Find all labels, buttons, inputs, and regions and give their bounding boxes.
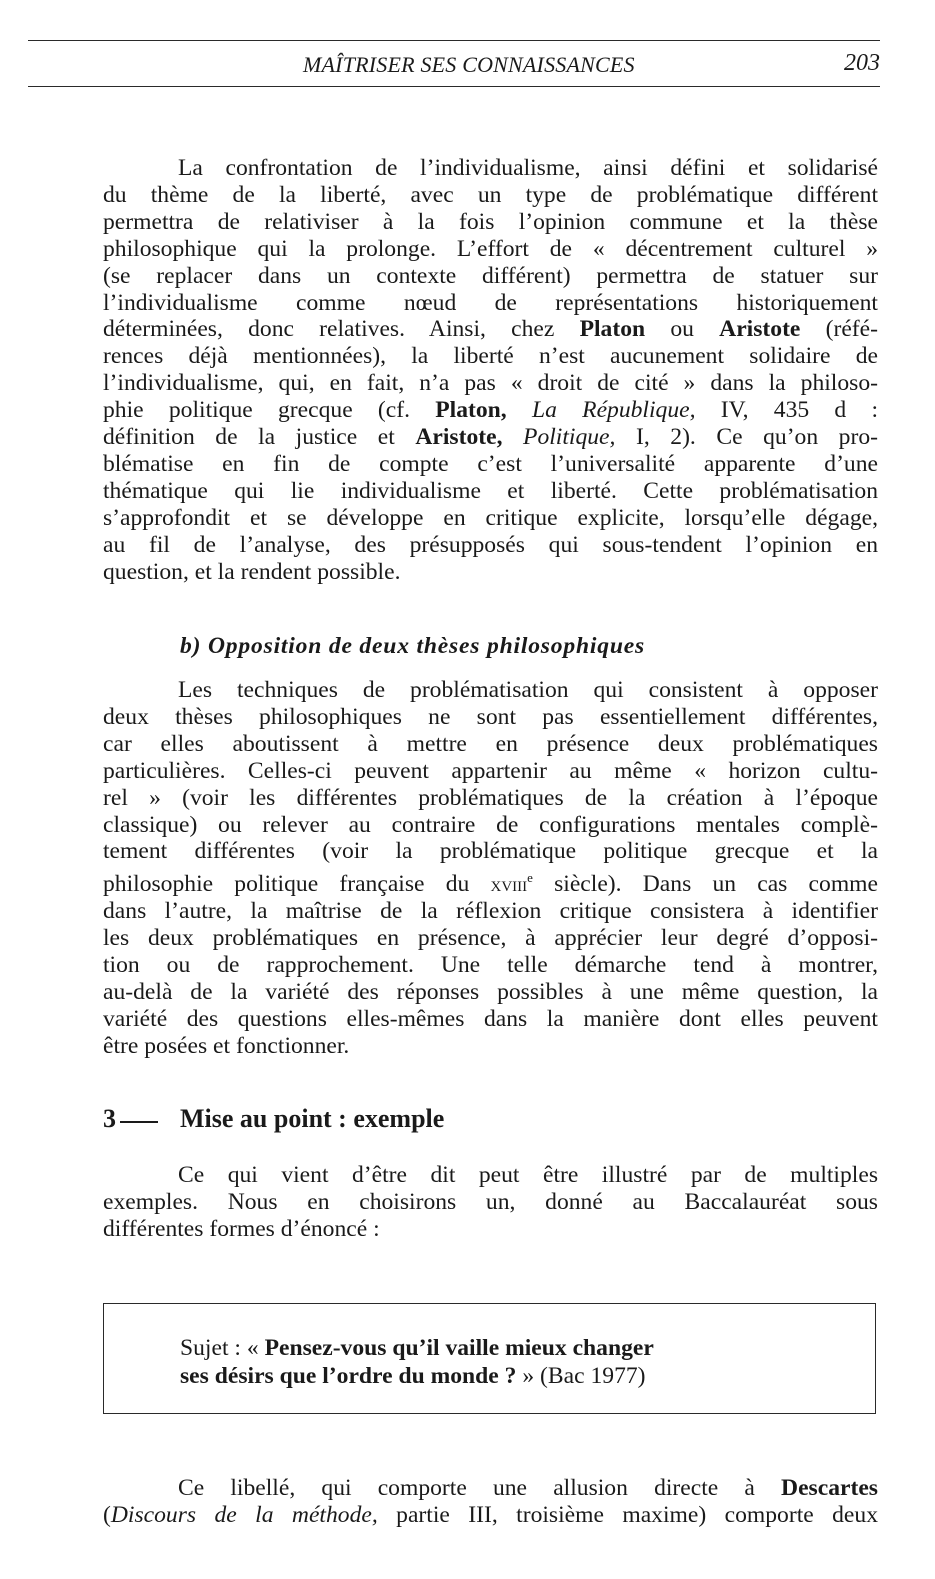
text-line: question, et la rendent possible.	[103, 558, 401, 585]
text-line: les deux problématiques en présence, à apprécier leur degré d’opposi-	[103, 925, 878, 952]
text-line: permettra de relativiser à la fois l’opinion commune et la thèse	[103, 208, 878, 235]
text-line: rences déjà mentionnées), la liberté n’est aucunement solidaire de	[103, 343, 878, 370]
text-line: thématique qui lie individualisme et liberté. Cette problématisation	[103, 477, 878, 504]
text-line: blématise en fin de compte c’est l’universalité apparente d’une	[103, 450, 878, 477]
text-line: déterminées, donc relatives. Ainsi, chez Platon ou Aristote (réfé-	[103, 316, 878, 343]
text-line: (Discours de la méthode, partie III, troisième maxime) comporte deux	[103, 1501, 878, 1528]
section-number: 3	[103, 1104, 116, 1133]
text-line: variété des questions elles-mêmes dans la manière dont elles peuvent	[103, 1005, 878, 1032]
text-line: exemples. Nous en choisirons un, donné au Baccalauréat sous	[103, 1188, 878, 1215]
author-name: Platon,	[435, 397, 507, 424]
header-top-rule	[28, 40, 880, 41]
author-name: Aristote,	[415, 424, 503, 451]
text-line: car elles aboutissent à mettre en présence deux problématiques	[103, 730, 878, 757]
page-number: 203	[844, 50, 880, 76]
running-title: MAÎTRISER SES CONNAISSANCES	[303, 52, 635, 77]
roman-numeral: xviii	[490, 872, 528, 897]
text-line: au-delà de la variété des réponses possibles à une même question, la	[103, 978, 878, 1005]
paragraph-descartes	[103, 1475, 878, 1529]
text-line: rel » (voir les différentes problématiques de la création à l’époque	[103, 784, 878, 811]
header-bottom-rule	[28, 86, 880, 87]
text-line: phie politique grecque (cf. Platon, La République, IV, 435 d :	[103, 397, 879, 424]
text-line: (se replacer dans un contexte différent) permettra de statuer sur	[103, 262, 878, 289]
section-dash	[120, 1121, 158, 1123]
text-line: classique) ou relever au contraire de configurations mentales complè-	[103, 811, 878, 838]
work-title: Discours de la méthode,	[110, 1501, 378, 1528]
text-line: définition de la justice et Aristote, Politique, I, 2). Ce qu’on pro-	[103, 424, 878, 451]
text-line: l’individualisme comme nœud de représentations historiquement	[103, 289, 878, 316]
text-line: s’approfondit et se développe en critique explicite, lorsqu’elle dégage,	[103, 504, 878, 531]
section-title: Mise au point : exemple	[180, 1104, 445, 1133]
work-title: Politique,	[523, 424, 616, 451]
text-line: philosophique qui la prolonge. L’effort de « décentrement culturel »	[103, 235, 878, 262]
text-line: Les techniques de problématisation qui consistent à opposer	[178, 677, 878, 703]
author-name: Platon	[579, 316, 646, 343]
subject-text: Sujet : « Pensez-vous qu’il vaille mieux changer ses désirs que l’ordre du monde ? » (Bac 1977)	[180, 1335, 654, 1389]
text-line: au fil de l’analyse, des présupposés qui sous-tendent l’opinion en	[103, 531, 878, 558]
running-header	[28, 50, 880, 80]
subject-question: ses désirs que l’ordre du monde ?	[180, 1362, 517, 1389]
text-line: différentes formes d’énoncé :	[103, 1215, 380, 1242]
text-line: tement différentes (voir la problématique politique grecque et la	[103, 838, 878, 865]
subsection-heading: b) Opposition de deux thèses philosophiques	[180, 633, 646, 659]
section-heading	[103, 1104, 444, 1134]
text-line: Ce qui vient d’être dit peut être illustré par de multiples	[178, 1162, 878, 1188]
paragraph-opposition	[103, 677, 878, 1060]
subject-question: Pensez-vous qu’il vaille mieux changer	[264, 1335, 654, 1361]
text-line: tion ou de rapprochement. Une telle démarche tend à montrer,	[103, 951, 878, 978]
text-line: La confrontation de l’individualisme, ainsi défini et solidarisé	[178, 155, 878, 181]
author-name: Descartes	[781, 1475, 878, 1501]
text-line: Ce libellé, qui comporte une allusion directe à Descartes	[178, 1475, 878, 1501]
text-line: être posées et fonctionner.	[103, 1032, 350, 1059]
text-line: du thème de la liberté, avec un type de problématique différent	[103, 181, 878, 208]
work-title: La République,	[531, 397, 696, 424]
text-line: deux thèses philosophiques ne sont pas essentiellement différentes,	[103, 703, 878, 730]
text-line: dans l’autre, la maîtrise de la réflexion critique consistera à identifier	[103, 898, 878, 925]
subject-box	[103, 1303, 876, 1414]
text-line: l’individualisme, qui, en fait, n’a pas « droit de cité » dans la philoso-	[103, 370, 878, 397]
text-line: particulières. Celles-ci peuvent appartenir au même « horizon cultu-	[103, 757, 878, 784]
text-line: philosophie politique française du xviii$^e$ siècle). Dans un cas comme	[103, 870, 878, 898]
paragraph-individualisme	[103, 155, 878, 586]
author-name: Aristote	[719, 316, 801, 343]
paragraph-example-intro	[103, 1162, 878, 1243]
